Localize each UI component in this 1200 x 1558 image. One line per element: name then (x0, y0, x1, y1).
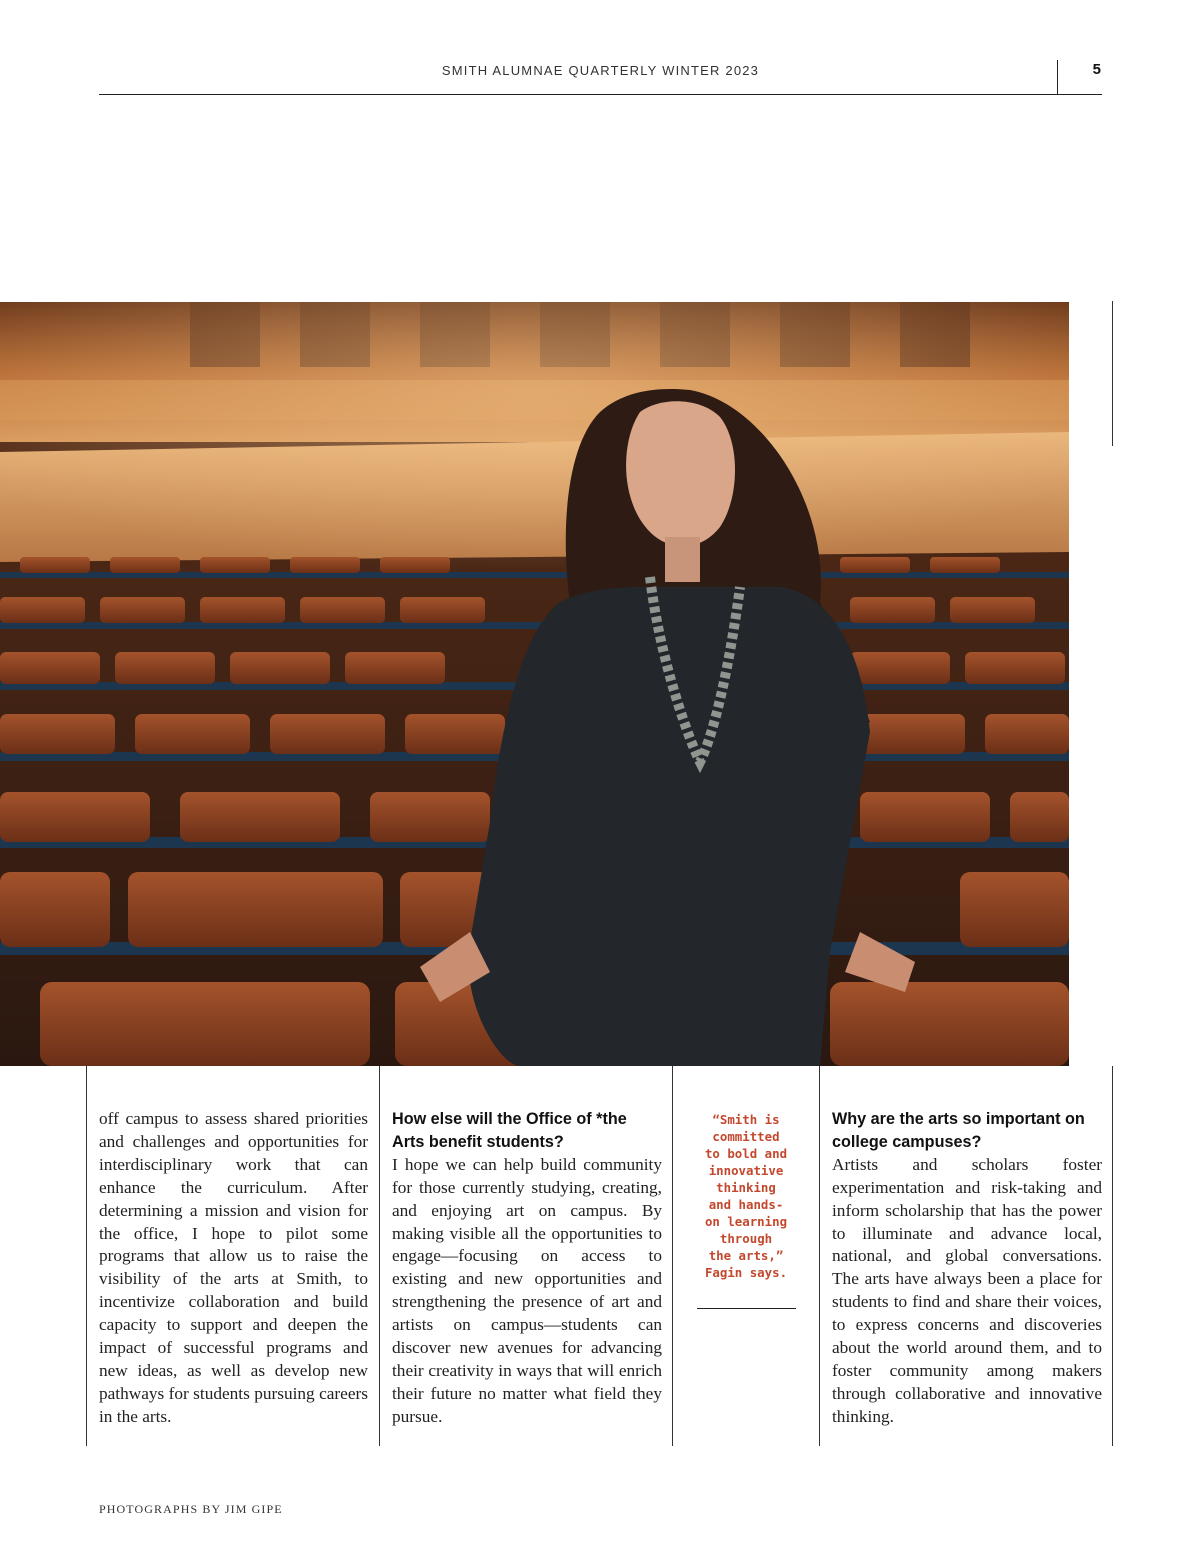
column-rule-left (86, 1066, 87, 1446)
page-header (99, 56, 1102, 95)
column-rule-2 (379, 1066, 380, 1446)
article-column-3 (832, 1108, 1102, 1429)
article-column-1 (99, 1108, 368, 1429)
pull-quote-rule (697, 1308, 796, 1309)
pull-quote: “Smith is committed to bold and innovative thinking and hands- on learning through the arts,” Fagin says. (704, 1112, 788, 1280)
article-column-2 (392, 1108, 662, 1429)
column-rule-right (1112, 1066, 1113, 1446)
column-1-text: off campus to assess shared priorities and challenges and opportunities for interdisciplinary work that can enhance the curriculum. After determining a mission and vision for the office, I hope to pilot some programs that allow us to raise the visibility of the arts at Smith, to incentivize collaboration and build capacity to support and deepen the impact of successful programs and new ideas, as well as develop new pathways for students pursuing careers in the arts. (99, 1109, 368, 1426)
question-heading: How else will the Office of *the Arts benefit students? (392, 1110, 627, 1151)
publication-title: SMITH ALUMNAE QUARTERLY WINTER 2023 (441, 63, 760, 78)
question-heading: Why are the arts so important on college campuses? (832, 1110, 1085, 1151)
page-number: 5 (1092, 61, 1101, 78)
header-divider (1057, 60, 1058, 94)
auditorium-portrait-image (0, 302, 1069, 1066)
answer-text: I hope we can help build community for those currently studying, creating, and enjoying art on campus. By making visible all the opportunities to engage—focusing on access to existing and new opportunities and strengthening the presence of art and artists on campus—students can discover new avenues for advancing their creativity in ways that will enrich their future no matter what field they pursue. (392, 1154, 662, 1426)
answer-text: Artists and scholars foster experimentation and risk-taking and inform scholarship that has the power to illuminate and advance local, national, and global conversations. The arts have always been a place for students to find and share their voices, to express concerns and discoveries about the world around them, and to foster community among makers through collaborative and innovative thinking. (832, 1154, 1102, 1426)
column-rule-4 (819, 1066, 820, 1446)
portrait-photo (0, 302, 1069, 1066)
column-rule-3 (672, 1066, 673, 1446)
photo-credit: PHOTOGRAPHS BY JIM GIPE (99, 1502, 283, 1516)
margin-rule (1112, 301, 1113, 446)
